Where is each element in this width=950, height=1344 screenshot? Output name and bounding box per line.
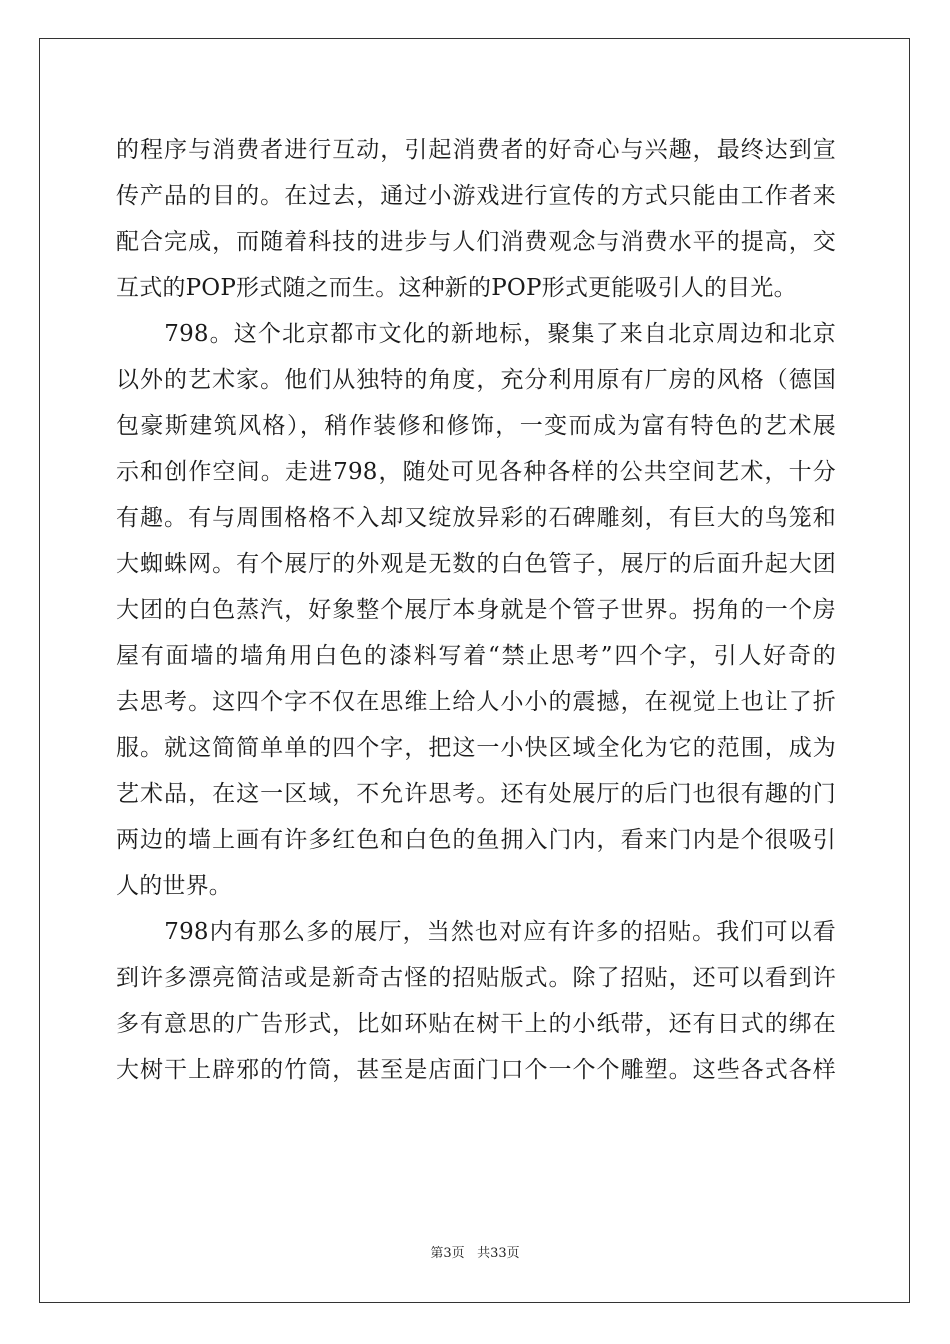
- text-line: 配合完成，而随着科技的进步与人们消费观念与消费水平的提高，交: [116, 229, 836, 255]
- text-line: 示和创作空间。走进798，随处可见各种各样的公共空间艺术，十分: [116, 459, 836, 485]
- text-line: 798内有那么多的展厅，当然也对应有许多的招贴。我们可以看: [116, 919, 836, 945]
- document-body: [116, 127, 836, 1093]
- text-line: 多有意思的广告形式，比如环贴在树干上的小纸带，还有日式的绑在: [116, 1011, 836, 1037]
- paragraph-2: [116, 311, 836, 909]
- text-line: 有趣。有与周围格格不入却又绽放异彩的石碑雕刻，有巨大的鸟笼和: [116, 505, 836, 531]
- text-line: 服。就这简简单单的四个字，把这一小快区域全化为它的范围，成为: [116, 735, 836, 761]
- text-line: 大团的白色蒸汽，好象整个展厅本身就是个管子世界。拐角的一个房: [116, 597, 836, 623]
- footer-spacer: [465, 1246, 477, 1261]
- text-line: 去思考。这四个字不仅在思维上给人小小的震撼，在视觉上也让了折: [116, 689, 836, 715]
- text-line: 大树干上辟邪的竹筒，甚至是店面门口个一个个雕塑。这些各式各样: [116, 1057, 836, 1083]
- text-line: 互式的POP形式随之而生。这种新的POP形式更能吸引人的目光。: [116, 275, 797, 301]
- text-line: 大蜘蛛网。有个展厅的外观是无数的白色管子，展厅的后面升起大团: [116, 551, 836, 577]
- text-line: 屋有面墙的墙角用白色的漆料写着“禁止思考”四个字，引人好奇的: [116, 643, 836, 669]
- text-line: 798。这个北京都市文化的新地标，聚集了来自北京周边和北京: [116, 321, 836, 347]
- paragraph-3: [116, 909, 836, 1093]
- text-line: 包豪斯建筑风格），稍作装修和修饰，一变而成为富有特色的艺术展: [116, 413, 836, 439]
- page-footer: [0, 1245, 950, 1263]
- text-line: 人的世界。: [116, 873, 232, 899]
- text-line: 传产品的目的。在过去，通过小游戏进行宣传的方式只能由工作者来: [116, 183, 836, 209]
- text-line: 的程序与消费者进行互动，引起消费者的好奇心与兴趣，最终达到宣: [116, 137, 836, 163]
- page-total: 共33页: [477, 1246, 520, 1261]
- text-line: 以外的艺术家。他们从独特的角度，充分利用原有厂房的风格（德国: [116, 367, 836, 393]
- text-line: 艺术品，在这一区域，不允许思考。还有处展厅的后门也很有趣的门: [116, 781, 836, 807]
- paragraph-1: [116, 127, 836, 311]
- text-line: 两边的墙上画有许多红色和白色的鱼拥入门内，看来门内是个很吸引: [116, 827, 836, 853]
- text-line: 到许多漂亮简洁或是新奇古怪的招贴版式。除了招贴，还可以看到许: [116, 965, 836, 991]
- page-number: 第3页: [430, 1246, 465, 1261]
